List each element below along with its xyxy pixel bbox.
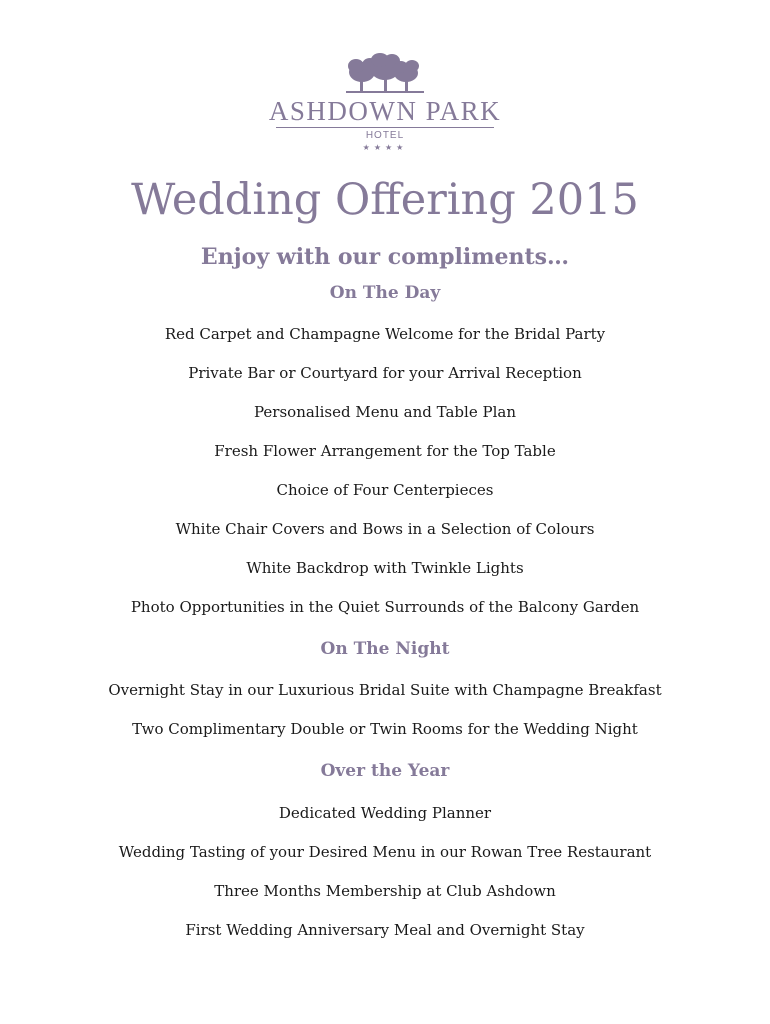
list-item: Two Complimentary Double or Twin Rooms for the Wedding Night: [132, 720, 638, 738]
list-item: Dedicated Wedding Planner: [278, 804, 492, 822]
brand-subtitle: HOTEL: [365, 130, 405, 141]
page-title: Wedding Offering 2015: [131, 175, 639, 225]
list-item: Choice of Four Centerpieces: [276, 481, 494, 499]
hotel-logo: [0, 52, 770, 154]
list-item: White Backdrop with Twinkle Lights: [246, 559, 524, 577]
section-heading-on-the-day: On The Day: [329, 283, 441, 303]
list-item: Wedding Tasting of your Desired Menu in our Rowan Tree Restaurant: [118, 843, 652, 861]
list-item: White Chair Covers and Bows in a Selection of Colours: [175, 520, 595, 538]
brand-divider: [276, 127, 494, 128]
list-item: Red Carpet and Champagne Welcome for the Bridal Party: [164, 325, 606, 343]
section-heading-on-the-night: On The Night: [320, 639, 450, 659]
brand-name: ASHDOWN PARK: [268, 96, 502, 126]
list-item: Photo Opportunities in the Quiet Surrounds of the Balcony Garden: [130, 598, 640, 616]
list-item: Fresh Flower Arrangement for the Top Table: [214, 442, 556, 460]
list-item: Overnight Stay in our Luxurious Bridal Suite with Champagne Breakfast: [108, 681, 662, 699]
star-rating: ★★★★: [362, 143, 408, 152]
list-item: Three Months Membership at Club Ashdown: [214, 882, 556, 900]
trees-icon: [340, 52, 430, 94]
list-item: Personalised Menu and Table Plan: [254, 403, 516, 421]
section-heading-over-the-year: Over the Year: [320, 761, 450, 781]
list-item: Private Bar or Courtyard for your Arrival Reception: [188, 364, 582, 382]
page-subtitle: Enjoy with our compliments…: [200, 244, 570, 270]
list-item: First Wedding Anniversary Meal and Overnight Stay: [185, 921, 585, 939]
